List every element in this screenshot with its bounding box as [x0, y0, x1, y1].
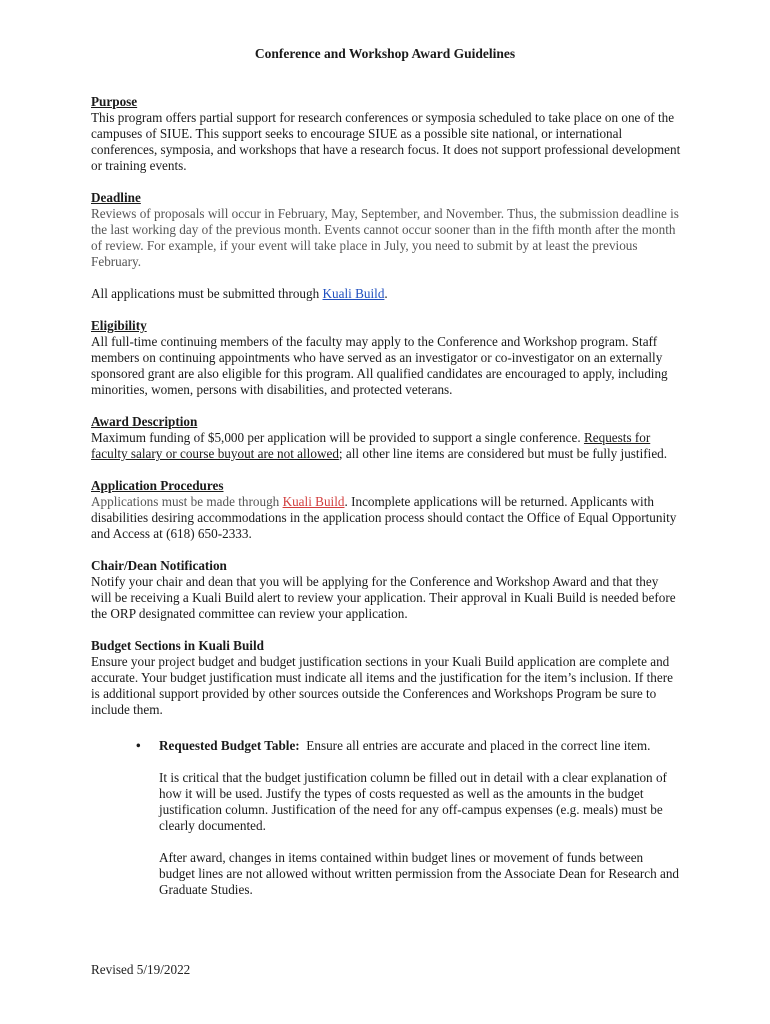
submission-suffix: .: [384, 286, 388, 301]
bullet-line: [159, 738, 681, 754]
kuali-build-link[interactable]: Kuali Build: [322, 286, 385, 301]
award-text-prefix: Maximum funding of $5,000 per application will be provided to support a single conference.: [91, 430, 584, 445]
chair-text: Notify your chair and dean that you will be applying for the Conference and Workshop Award and that they will be receiving a Kuali Build alert to review your application. Their approval in Kuali Build is needed before the ORP designated committee can review your application.: [91, 574, 676, 621]
submission-note: [91, 286, 681, 302]
chair-heading: Chair/Dean Notification: [91, 558, 227, 573]
procedures-heading: Application Procedures: [91, 478, 224, 493]
budget-heading: Budget Sections in Kuali Build: [91, 638, 264, 653]
eligibility-section: [91, 318, 681, 398]
eligibility-heading: Eligibility: [91, 318, 147, 333]
award-section: [91, 414, 681, 462]
submission-text: [91, 286, 681, 302]
document-body: [91, 94, 681, 914]
purpose-text: This program offers partial support for research conferences or symposia scheduled to take place on one of the campuses of SIUE. This support seeks to encourage SIUE as a possible site national, or international conferences, symposia, and workshops that have a research focus. It does not support professional development or training events.: [91, 110, 681, 173]
budget-para-1: It is critical that the budget justification column be filled out in detail with a clear explanation of how it will be used. Justify the types of costs requested as well as the amounts in the budget justification column. Justification of the need for any off-campus expenses (e.g. meals) must be clearly documented.: [159, 770, 667, 833]
award-text-suffix: ; all other line items are considered but must be fully justified.: [338, 446, 668, 461]
procedures-section: [91, 478, 681, 542]
budget-section: [91, 638, 681, 898]
purpose-heading: Purpose: [91, 94, 138, 109]
procedures-body: . Incomplete applications will be returned. Applicants with disabilities desiring accommodations in the application process should contact the Office of Equal Opportunity and Access at (618) 650-2333.: [91, 494, 677, 541]
bullet-title: Requested Budget Table:: [159, 738, 300, 753]
bullet-text: Ensure all entries are accurate and placed in the correct line item.: [299, 738, 651, 753]
page-title: Conference and Workshop Award Guidelines: [254, 46, 516, 61]
procedures-prefix: Applications must be made through: [91, 494, 283, 509]
award-text-underlined: Requests for faculty salary or course buyout are not allowed: [91, 430, 651, 461]
purpose-section: [91, 94, 681, 174]
award-text: [91, 430, 681, 462]
procedures-text: [91, 494, 681, 542]
award-heading: Award Description: [91, 414, 198, 429]
budget-para-2: After award, changes in items contained within budget lines or movement of funds between budget lines are not allowed without written permission from the Associate Dean for Research and Graduate Studies.: [159, 850, 680, 897]
deadline-text: Reviews of proposals will occur in February, May, September, and November. Thus, the submission deadline is the last working day of the previous month. Events cannot occur sooner than in the fifth month after the month of review. For example, if your event will take place in July, you need to submit by at least the previous February.: [91, 206, 679, 269]
budget-text: Ensure your project budget and budget justification sections in your Kuali Build application are complete and accurate. Your budget justification must indicate all items and the justification for the item’s inclusion. If there is additional support provided by other sources outside the Conferences and Workshops Program be sure to include them.: [91, 654, 673, 717]
kuali-build-link-2[interactable]: Kuali Build: [282, 494, 345, 509]
submission-prefix: All applications must be submitted through: [91, 286, 323, 301]
eligibility-text: All full-time continuing members of the faculty may apply to the Conference and Workshop program. Staff members on continuing appointments who have served as an investigator or co-investigator on an externally sponsored grant are also eligible for this program. All qualified candidates are encouraged to apply, including minorities, women, persons with disabilities, and protected veterans.: [91, 334, 668, 397]
chair-section: [91, 558, 681, 622]
revision-footer: Revised 5/19/2022: [91, 962, 191, 977]
deadline-heading: Deadline: [91, 190, 141, 205]
bullet-icon: •: [136, 738, 141, 753]
deadline-section: [91, 190, 681, 270]
budget-bullet: [136, 738, 681, 898]
